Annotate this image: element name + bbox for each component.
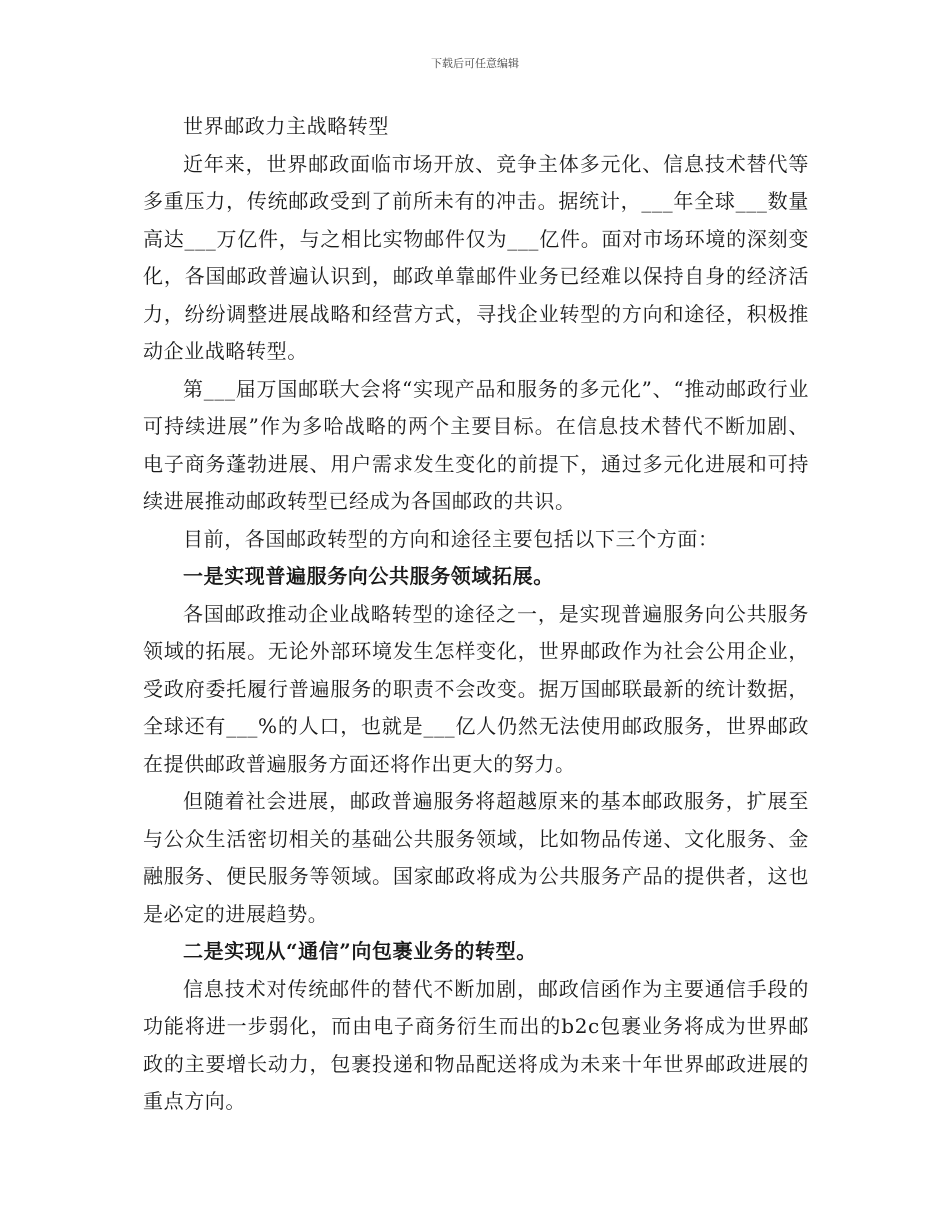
section-heading-1: 一是实现普遍服务向公共服务领域拓展。: [183, 564, 554, 588]
paragraph-universal-service: 各国邮政推动企业战略转型的途径之一，是实现普遍服务向公共服务领域的拓展。无论外部环境发生怎样变化，世界邮政作为社会公用企业，受政府委托履行普遍服务的职责不会改变。据万国邮联最新的统计数据，全球还有___%的人口，也就是___亿人仍然无法使用邮政服务，世界邮政在提供邮政普遍服务方面还将作出更大的努力。: [143, 601, 809, 776]
section-heading-2: 二是实现从“通信”向包裹业务的转型。: [183, 939, 537, 963]
document-title: 世界邮政力主战略转型: [183, 114, 389, 138]
paragraph-upu-congress: 第___届万国邮联大会将“实现产品和服务的多元化”、“推动邮政行业可持续进展”作为多哈战略的两个主要目标。在信息技术替代不断加剧、电子商务蓬勃进展、用户需求发生变化的前提下，通过多元化进展和可持续进展推动邮政转型已经成为各国邮政的共识。: [143, 376, 809, 513]
paragraph-public-service: 但随着社会进展，邮政普遍服务将超越原来的基本邮政服务，扩展至与公众生活密切相关的基础公共服务领域，比如物品传递、文化服务、金融服务、便民服务等领域。国家邮政将成为公共服务产品的提供者，这也是必定的进展趋势。: [143, 789, 809, 926]
document-body: [143, 108, 809, 1121]
paragraph-directions: 目前，各国邮政转型的方向和途径主要包括以下三个方面：: [183, 526, 719, 551]
page-header-note: 下载后可任意编辑: [431, 57, 519, 70]
paragraph-parcel-business: 信息技术对传统邮件的替代不断加剧，邮政信函作为主要通信手段的功能将进一步弱化，而由电子商务衍生而出的b2c包裹业务将成为世界邮政的主要增长动力，包裹投递和物品配送将成为未来十年世界邮政进展的重点方向。: [143, 976, 809, 1113]
paragraph-intro: 近年来，世界邮政面临市场开放、竞争主体多元化、信息技术替代等多重压力，传统邮政受到了前所未有的冲击。据统计，___年全球___数量高达___万亿件，与之相比实物邮件仅为___亿件。面对市场环境的深刻变化，各国邮政普遍认识到，邮政单靠邮件业务已经难以保持自身的经济活力，纷纷调整进展战略和经营方式，寻找企业转型的方向和途径，积极推动企业战略转型。: [143, 151, 809, 363]
